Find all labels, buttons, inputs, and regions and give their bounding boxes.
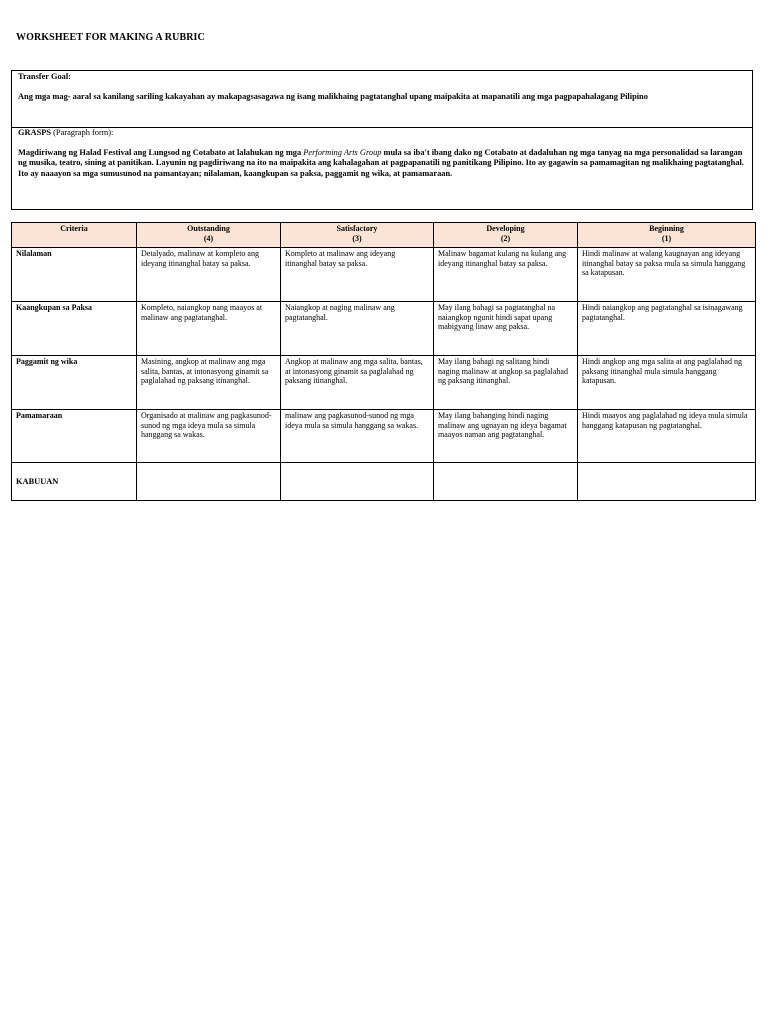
- criterion-cell: Kaangkupan sa Paksa: [12, 302, 137, 356]
- table-cell: Kompleto at malinaw ang ideyang itinanghal batay sa paksa.: [281, 248, 434, 302]
- table-cell: Naiangkop at naging malinaw ang pagtatanghal.: [281, 302, 434, 356]
- table-cell: May ilang bahagi ng salitang hindi naging malinaw at angkop sa paglalahad ng paksang itinanghal.: [434, 356, 578, 410]
- grasps-heading: [18, 128, 746, 138]
- header-satisfactory: Satisfactory (3): [281, 223, 434, 248]
- table-cell: Masining, angkop at malinaw ang mga salita, bantas, at intonasyong ginamit sa paglalahad ng paksang itinanghal.: [137, 356, 281, 410]
- header-developing: Developing (2): [434, 223, 578, 248]
- table-cell: May ilang bahagi sa pagtatanghal na naiangkop ngunit hindi sapat upang mabigyang linaw ang paksa.: [434, 302, 578, 356]
- transfer-goal-label: Transfer Goal:: [18, 72, 71, 81]
- header-outstanding-score: (4): [203, 233, 214, 243]
- rubric-row-kaangkupan: [12, 302, 756, 356]
- criterion-cell: Paggamit ng wika: [12, 356, 137, 410]
- document-title: WORKSHEET FOR MAKING A RUBRIC: [16, 32, 205, 43]
- table-cell: Hindi maayos ang paglalahad ng ideya mula simula hanggang katapusan ng pagtatanghal.: [578, 410, 756, 463]
- total-cell: [434, 463, 578, 501]
- grasps-section: [12, 128, 752, 179]
- rubric-row-kabuuan: [12, 463, 756, 501]
- header-beginning-score: (1): [661, 233, 672, 243]
- table-cell: Malinaw bagamat kulang na kulang ang ideyang itinanghal batay sa paksa.: [434, 248, 578, 302]
- table-cell: Hindi malinaw at walang kaugnayan ang ideyang itinanghal batay sa paksa mula sa simula hanggang sa katapusan.: [578, 248, 756, 302]
- transfer-goal-text: Ang mga mag- aaral sa kanilang sariling kakayahan ay makapagsasagawa ng isang malikhaing pagtatanghal upang maipakita at mapanatili ang mga pagpapahalagang Pilipino: [18, 92, 648, 102]
- rubric-row-pamamaraan: [12, 410, 756, 463]
- rubric-row-nilalaman: [12, 248, 756, 302]
- total-cell: [578, 463, 756, 501]
- criterion-cell: Nilalaman: [12, 248, 137, 302]
- grasps-label: GRASPS: [18, 128, 52, 137]
- grasps-note: (Paragraph form):: [51, 128, 114, 137]
- rubric-header-row: [12, 223, 756, 248]
- header-satisfactory-score: (3): [352, 233, 362, 243]
- table-cell: Organisado at malinaw ang pagkasunod-sunod ng mga ideya mula sa simula hanggang sa wakas.: [137, 410, 281, 463]
- grasps-text-before: Magdiriwang ng Halad Festival ang Lungsod ng Cotabato at lalahukan ng mga: [18, 148, 304, 158]
- header-beginning: Beginning (1): [578, 223, 756, 248]
- transfer-goal-section: [12, 71, 752, 128]
- grasps-text: [18, 148, 746, 179]
- header-outstanding: Outstanding (4): [137, 223, 281, 248]
- table-cell: malinaw ang pagkasunod-sunod ng mga ideya mula sa simula hanggang sa wakas.: [281, 410, 434, 463]
- table-cell: Hindi angkop ang mga salita at ang paglalahad ng paksang itinanghal mula simula hanggang katapusan.: [578, 356, 756, 410]
- goal-box: [11, 70, 753, 210]
- rubric-row-paggamit-ng-wika: [12, 356, 756, 410]
- criterion-cell: Pamamaraan: [12, 410, 137, 463]
- table-cell: May ilang bahanging hindi naging malinaw ang ugnayan ng ideya bagamat maayos naman ang pagtatanghal.: [434, 410, 578, 463]
- table-cell: Hindi naiangkop ang pagtatanghal sa isinagawang pagtatanghal.: [578, 302, 756, 356]
- grasps-text-italic: Performing Arts Group: [303, 148, 382, 158]
- total-cell: [137, 463, 281, 501]
- header-criteria: Criteria: [12, 223, 137, 248]
- grasps-text-after: mula sa iba't ibang dako ng Cotabato at dadaluhan ng mga tanyag na mga personalidad sa larangan ng musika, teatro, sining at panitikan. Layunin ng pagdiriwang na ito na maipakita ang kahalagahan at pagpapanatili ng panitikang Pilipino. Ito ay gagawin sa pamamagitan ng malikhaing pagtatanghal. Ito ay naaayon sa mga sumusunod na pamantayan; nilalaman, kaangkupan sa paksa, paggamit ng wika, at pamamaraan.: [18, 148, 744, 178]
- total-label-cell: KABUUAN: [12, 463, 137, 501]
- header-developing-score: (2): [500, 233, 511, 243]
- table-cell: Detalyado, malinaw at kompleto ang ideyang itinanghal batay sa paksa.: [137, 248, 281, 302]
- table-cell: Kompleto, naiangkop nang maayos at malinaw ang pagtatanghal.: [137, 302, 281, 356]
- total-cell: [281, 463, 434, 501]
- table-cell: Angkop at malinaw ang mga salita, bantas, at intonasyong ginamit sa paglalahad ng paksang itinanghal.: [281, 356, 434, 410]
- rubric-table: [11, 222, 756, 501]
